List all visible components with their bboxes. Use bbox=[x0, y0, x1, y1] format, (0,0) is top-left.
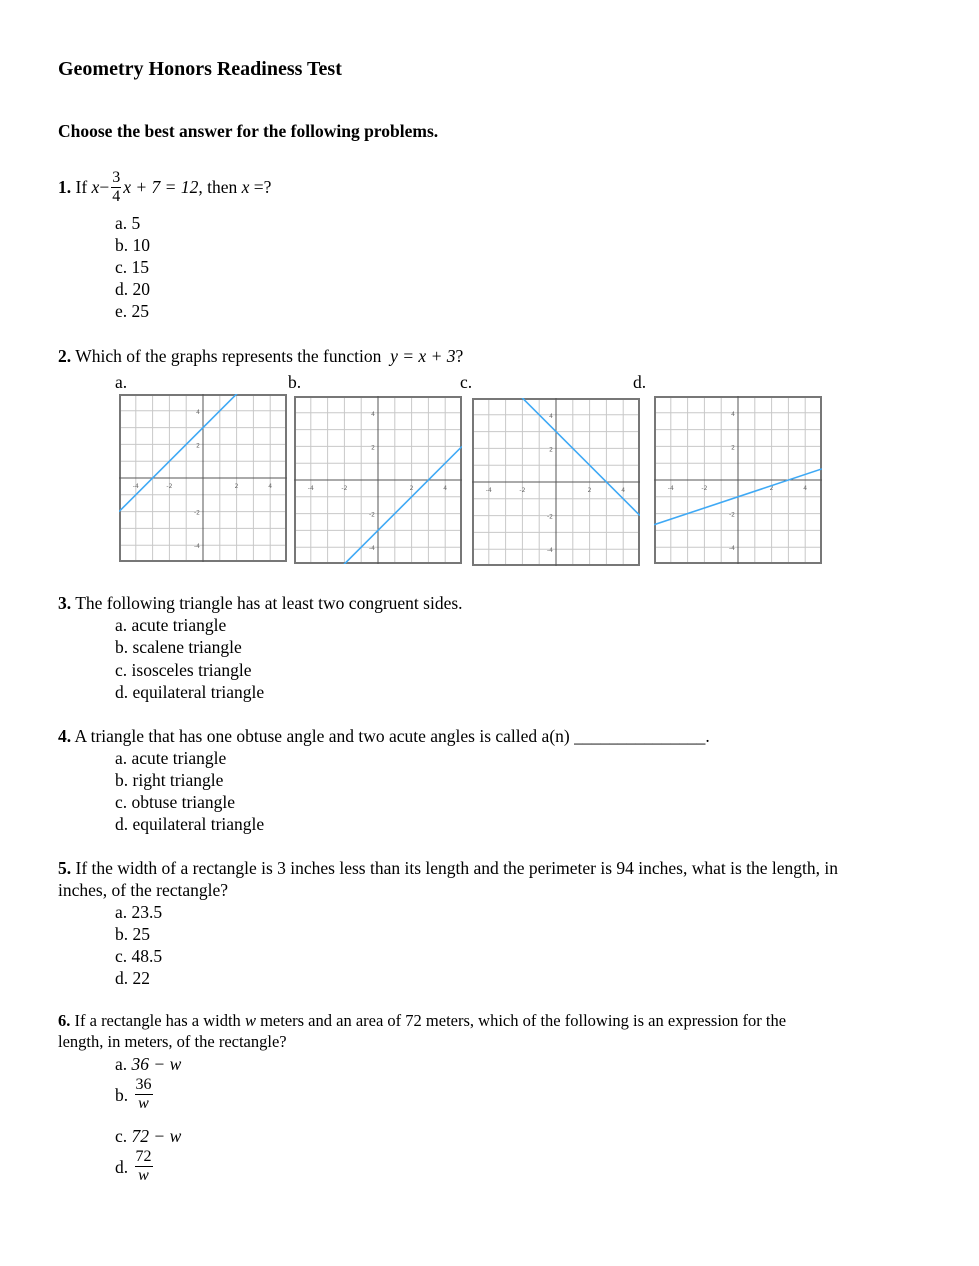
question-1 bbox=[58, 162, 271, 212]
tick-label: -4 bbox=[307, 485, 314, 492]
answer-option[interactable]: a. 23.5 bbox=[115, 902, 163, 922]
graph-c[interactable] bbox=[472, 398, 640, 566]
tick-label: 4 bbox=[268, 483, 273, 490]
answer-option-a[interactable] bbox=[115, 1053, 181, 1075]
tick-label: -4 bbox=[369, 545, 375, 553]
q1-fraction bbox=[111, 169, 121, 206]
tick-label: -4 bbox=[194, 543, 200, 551]
graph-a[interactable] bbox=[119, 394, 287, 562]
tick-label: -2 bbox=[729, 511, 735, 519]
answer-option[interactable]: d. 22 bbox=[115, 968, 150, 988]
tick-label: 2 bbox=[769, 485, 774, 492]
answer-option[interactable]: c. 15 bbox=[115, 257, 150, 277]
tick-label: 4 bbox=[196, 408, 200, 416]
tick-label: -2 bbox=[341, 485, 348, 492]
question-number: 1. bbox=[58, 176, 72, 197]
question-5 bbox=[58, 857, 938, 901]
frac-numerator: 72 bbox=[135, 1148, 152, 1165]
q4-text: A triangle that has one obtuse angle and two acute angles is called a(n) _______________. bbox=[74, 726, 710, 746]
graph-d[interactable] bbox=[654, 396, 822, 564]
q2-text: Which of the graphs represents the function bbox=[75, 346, 382, 366]
question-number: 5. bbox=[58, 858, 72, 878]
tick-label: 4 bbox=[549, 412, 553, 420]
answer-option[interactable]: c. obtuse triangle bbox=[115, 792, 236, 812]
q6-line2: length, in meters, of the rectangle? bbox=[58, 1032, 287, 1051]
graph-label-a[interactable]: a. bbox=[115, 372, 128, 392]
option-label: b. bbox=[115, 1084, 129, 1105]
answer-option[interactable]: a. acute triangle bbox=[115, 615, 227, 635]
option-label: d. bbox=[115, 1156, 129, 1177]
q1-x2: x bbox=[241, 176, 250, 197]
tick-label: 2 bbox=[549, 446, 553, 454]
question-number: 4. bbox=[58, 726, 72, 746]
option-expression: 36 − w bbox=[131, 1054, 182, 1074]
tick-label: 2 bbox=[196, 442, 200, 450]
tick-label: -4 bbox=[132, 483, 139, 490]
answer-option-d[interactable] bbox=[115, 1148, 155, 1185]
answer-option[interactable]: b. right triangle bbox=[115, 770, 224, 790]
graph-label-b[interactable]: b. bbox=[288, 372, 302, 392]
q5-line1: If the width of a rectangle is 3 inches less than its length and the perimeter is 94 inches, what is the length, in bbox=[75, 858, 839, 878]
answer-option[interactable]: b. 25 bbox=[115, 924, 150, 944]
frac-denominator: 4 bbox=[112, 187, 121, 205]
answer-option[interactable]: c. 48.5 bbox=[115, 946, 163, 966]
tick-label: 2 bbox=[587, 487, 592, 494]
q1-end: =? bbox=[253, 176, 272, 197]
tick-label: -4 bbox=[729, 545, 735, 553]
option-fraction bbox=[135, 1076, 153, 1113]
tick-label: 2 bbox=[234, 483, 239, 490]
q6-w: w bbox=[244, 1011, 256, 1030]
tick-label: 4 bbox=[731, 410, 735, 418]
tick-label: -2 bbox=[547, 513, 553, 521]
answer-option-c[interactable] bbox=[115, 1125, 181, 1147]
answer-option[interactable]: d. equilateral triangle bbox=[115, 814, 265, 834]
q1-rest: x + 7 = 12, bbox=[123, 176, 203, 197]
question-number: 2. bbox=[58, 346, 72, 366]
q1-x: x bbox=[91, 176, 100, 197]
q6-line1-post: meters and an area of 72 meters, which of the following is an expression for the bbox=[260, 1011, 787, 1030]
tick-label: -4 bbox=[485, 487, 492, 494]
tick-label: 4 bbox=[371, 410, 375, 418]
question-3 bbox=[58, 592, 463, 614]
answer-option-b[interactable] bbox=[115, 1076, 155, 1113]
frac-numerator: 3 bbox=[112, 168, 121, 186]
answer-option[interactable]: e. 25 bbox=[115, 301, 150, 321]
question-4 bbox=[58, 725, 710, 747]
question-6 bbox=[58, 1010, 938, 1052]
option-label: c. bbox=[115, 1126, 128, 1146]
frac-denominator: w bbox=[135, 1166, 153, 1185]
page-title: Geometry Honors Readiness Test bbox=[58, 58, 342, 80]
answer-option[interactable]: a. 5 bbox=[115, 213, 141, 233]
tick-label: 4 bbox=[803, 485, 808, 492]
frac-numerator: 36 bbox=[135, 1076, 152, 1093]
answer-option[interactable]: d. 20 bbox=[115, 279, 150, 299]
q3-text: The following triangle has at least two congruent sides. bbox=[75, 593, 463, 613]
answer-option[interactable]: d. equilateral triangle bbox=[115, 682, 265, 702]
q1-minus: − bbox=[99, 176, 110, 197]
q1-if: If bbox=[75, 176, 88, 197]
q2-function: y = x + 3 bbox=[390, 346, 456, 366]
option-expression: 72 − w bbox=[131, 1126, 182, 1146]
instructions: Choose the best answer for the following problems. bbox=[58, 121, 439, 141]
question-2 bbox=[58, 345, 463, 367]
tick-label: -4 bbox=[667, 485, 674, 492]
tick-label: 2 bbox=[371, 444, 375, 452]
tick-label: -2 bbox=[194, 509, 200, 517]
q5-line2: inches, of the rectangle? bbox=[58, 880, 229, 900]
tick-label: -2 bbox=[166, 483, 173, 490]
option-label: a. bbox=[115, 1054, 128, 1074]
graph-b[interactable] bbox=[294, 396, 462, 564]
frac-denominator: w bbox=[135, 1094, 153, 1113]
q2-end: ? bbox=[455, 346, 464, 366]
q6-line1-pre: If a rectangle has a width bbox=[74, 1011, 241, 1030]
answer-option[interactable]: b. scalene triangle bbox=[115, 637, 242, 657]
graph-label-c[interactable]: c. bbox=[460, 372, 473, 392]
answer-option[interactable]: c. isosceles triangle bbox=[115, 660, 252, 680]
question-number: 3. bbox=[58, 593, 72, 613]
q1-then: then bbox=[207, 176, 238, 197]
tick-label: 2 bbox=[731, 444, 735, 452]
tick-label: 2 bbox=[409, 485, 414, 492]
option-fraction bbox=[135, 1148, 153, 1185]
tick-label: -2 bbox=[519, 487, 526, 494]
answer-option[interactable]: b. 10 bbox=[115, 235, 150, 255]
answer-option[interactable]: a. acute triangle bbox=[115, 748, 227, 768]
tick-label: -2 bbox=[701, 485, 708, 492]
tick-label: -4 bbox=[547, 547, 553, 555]
graph-label-d[interactable]: d. bbox=[633, 372, 647, 392]
tick-label: 4 bbox=[621, 487, 626, 494]
tick-label: 4 bbox=[443, 485, 448, 492]
question-number: 6. bbox=[58, 1011, 71, 1030]
tick-label: -2 bbox=[369, 511, 375, 519]
